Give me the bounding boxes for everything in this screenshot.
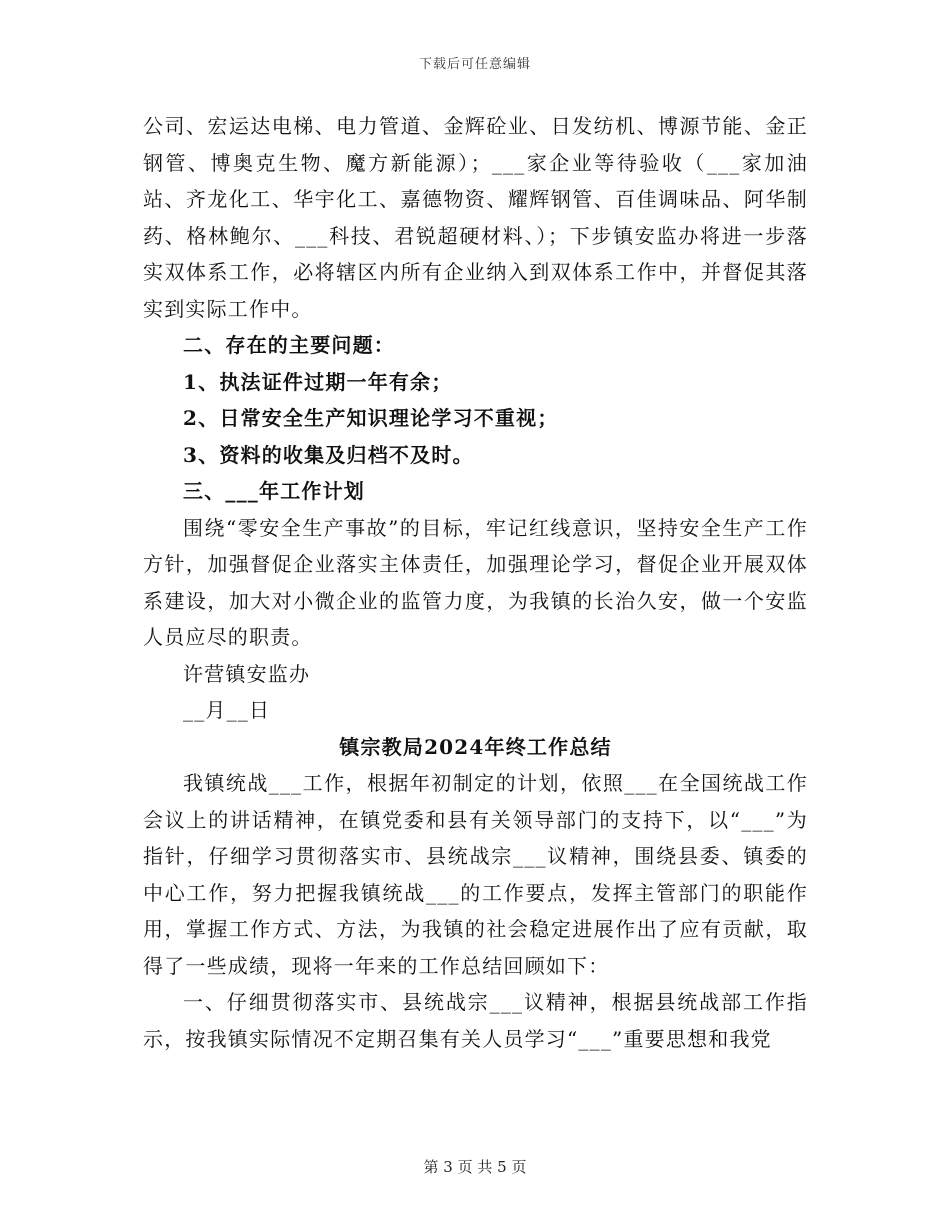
page-number: 第 3 页 共 5 页 <box>423 1158 527 1176</box>
signature-date: __月__日 <box>183 698 271 722</box>
paragraph-work-plan: 围绕“零安全生产事故”的目标，牢记红线意识，坚持安全生产工作方针，加强督促企业落实主体责任，加强理论学习，督促企业开展双体系建设，加大对小微企业的监管力度，为我镇的长治久安，做一个安监人员应尽的职责。 <box>143 515 808 649</box>
section-heading-plan: 三、___年工作计划 <box>183 479 365 503</box>
paragraph-intro: 我镇统战___工作，根据年初制定的计划，依照___在全国统战工作会议上的讲话精神，在镇党委和县有关领导部门的支持下，以“___”为指针，仔细学习贯彻落实市、县统战宗___议精神，围绕县委、镇委的中心工作，努力把握我镇统战___的工作要点，发挥主管部门的职能作用，掌握工作方式、方法，为我镇的社会稳定进展作出了应有贡献，取得了一些成绩，现将一年来的工作总结回顾如下： <box>143 771 808 978</box>
paragraph-enterprise-list: 公司、宏运达电梯、电力管道、金辉砼业、日发纺机、博源节能、金正钢管、博奥克生物、魔方新能源）；___家企业等待验收（___家加油站、齐龙化工、华宇化工、嘉德物资、耀辉钢管、百佳调味品、阿华制药、格林鲍尔、___科技、君锐超硬材料、）；下步镇安监办将进一步落实双体系工作，必将辖区内所有企业纳入到双体系工作中，并督促其落实到实际工作中。 <box>143 114 808 321</box>
problem-item-1: 1、执法证件过期一年有余； <box>183 369 453 394</box>
page-header-note: 下载后可任意编辑 <box>418 57 531 72</box>
document-body <box>143 108 808 1057</box>
section-heading-problems: 二、存在的主要问题： <box>183 333 395 357</box>
problem-item-3: 3、资料的收集及归档不及时。 <box>183 442 474 467</box>
paragraph-section-one: 一、仔细贯彻落实市、县统战宗___议精神，根据县统战部工作指示，按我镇实际情况不定期召集有关人员学习“___”重要思想和我党 <box>143 990 808 1051</box>
signature-office: 许营镇安监办 <box>183 661 311 686</box>
document-title: 镇宗教局2024年终工作总结 <box>339 734 612 759</box>
problem-item-2: 2、日常安全生产知识理论学习不重视； <box>183 406 559 430</box>
